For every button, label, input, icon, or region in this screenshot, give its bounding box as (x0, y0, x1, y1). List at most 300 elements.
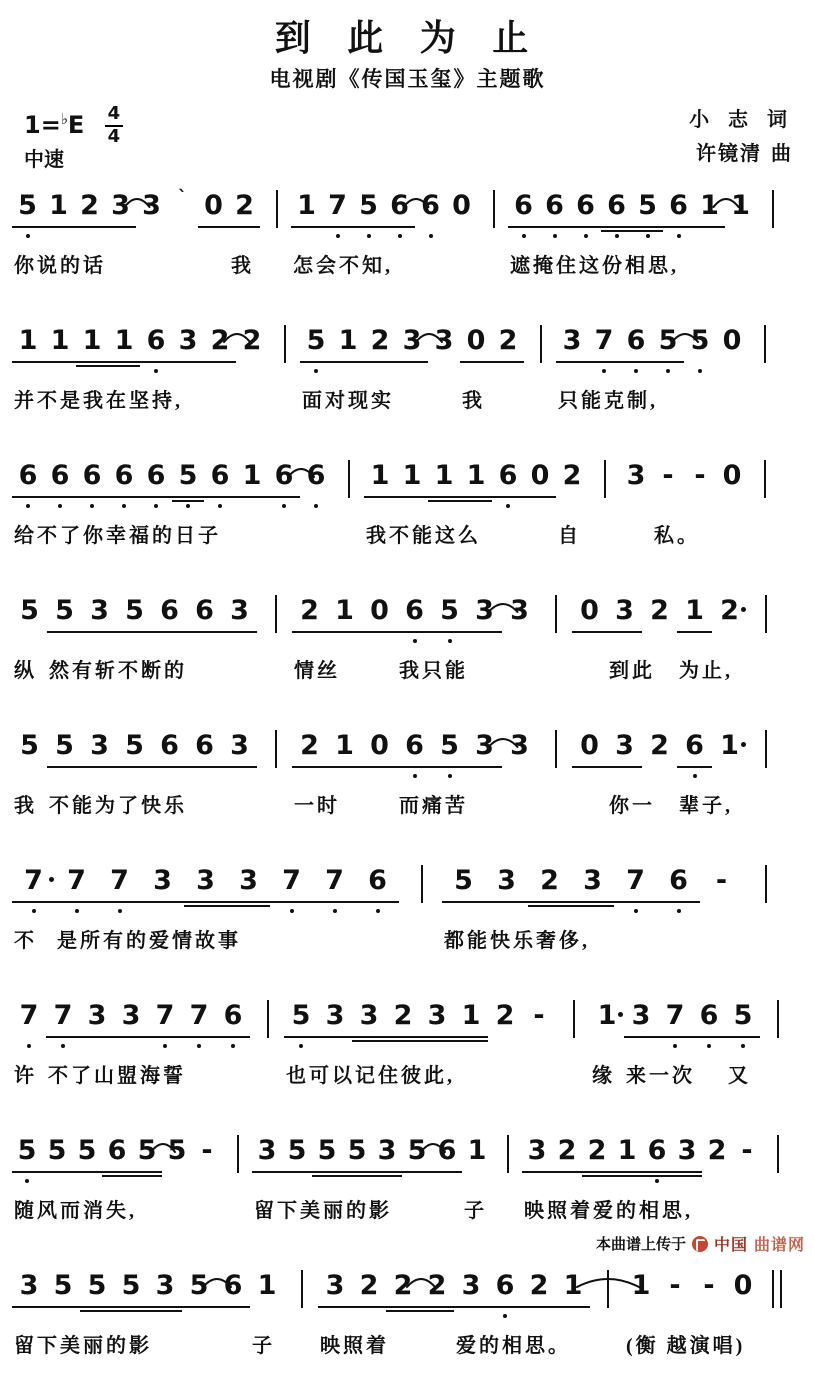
duration-underline (98, 901, 141, 903)
duration-underline (82, 631, 117, 633)
duration-underline (292, 631, 327, 633)
note-digit: 5 (442, 864, 485, 920)
duration-underline (601, 226, 632, 228)
note-digit: 7 (270, 864, 313, 920)
note-digit: 6 (300, 459, 332, 515)
duration-underline (692, 1036, 726, 1038)
lyric-row (12, 1194, 803, 1224)
low-octave-dot (163, 1044, 167, 1048)
duration-underline (80, 1310, 114, 1312)
lyric-segment: 面对现实 (302, 390, 394, 412)
duration-underline (601, 230, 632, 232)
rest-note: 0 (362, 729, 397, 785)
duration-underline (172, 496, 204, 498)
note-digit: 6 (216, 999, 250, 1055)
lyric-segment: 子 (464, 1200, 487, 1222)
lyric-segment: 而痛苦 (399, 795, 468, 817)
barline (524, 324, 556, 380)
note-digit: 3 (522, 1134, 552, 1190)
lyric-segment: 都能快乐奢侈, (444, 930, 590, 952)
low-octave-dot (231, 1044, 235, 1048)
footer-credit (596, 1232, 805, 1255)
lyricist-credit: 小 志 词 (689, 107, 793, 131)
lyric-segment: 情丝 (294, 660, 340, 682)
notation-line (12, 594, 803, 713)
barline-stroke (772, 190, 774, 228)
note-digit: 3 (172, 324, 204, 380)
note-digit: 2 (74, 189, 105, 245)
note-digit: 1 (327, 594, 362, 650)
note-digit: 5 (20, 730, 39, 761)
lyric-row (12, 654, 803, 684)
duration-underline (632, 230, 663, 232)
barline (743, 864, 786, 920)
note-digit: 5 (42, 1134, 72, 1190)
note-digit: 5 (432, 729, 467, 785)
lyric-segment: 不 (14, 930, 37, 952)
lyric-segment: 一时 (294, 795, 340, 817)
duration-underline (420, 1036, 454, 1038)
duration-underline (117, 766, 152, 768)
note-digit: 6 (488, 1269, 522, 1325)
duration-underline (652, 361, 684, 363)
note-digit: 6 (152, 729, 187, 785)
low-octave-dot (290, 909, 294, 913)
note-digit: 7 (55, 864, 98, 920)
lyric-segment: 映照着 (320, 1335, 389, 1357)
note-row (12, 324, 803, 382)
uploader-text: 本曲谱上传于 (595, 1235, 686, 1253)
barline (748, 459, 780, 515)
barline-stroke (540, 325, 542, 363)
low-octave-dot (118, 909, 122, 913)
lyric-segment: 然有斩不断的 (49, 660, 187, 682)
duration-underline (12, 496, 44, 498)
augmentation-dot (618, 1012, 623, 1017)
barline-stroke (555, 595, 557, 633)
barline (284, 1269, 318, 1325)
duration-underline (672, 1171, 702, 1173)
note-digit: 2 (386, 999, 420, 1055)
lyric-segment: 不了山盟海誓 (48, 1065, 186, 1087)
note-digit: 1 (631, 1270, 651, 1301)
duration-underline (364, 361, 396, 363)
score-lines (0, 189, 815, 1388)
lyric-row (12, 1329, 803, 1359)
note-digit: 6 (492, 459, 524, 515)
song-subtitle: 电视剧《传国玉玺》主题歌 (269, 67, 546, 91)
tempo-marking: 中速 (24, 147, 64, 171)
lyric-segment: 自 (558, 525, 581, 547)
duration-underline (318, 1306, 352, 1308)
note-row (12, 1134, 803, 1192)
duration-underline (356, 901, 399, 903)
low-octave-dot (32, 909, 36, 913)
duration-underline (571, 901, 614, 903)
lyric-segment: 是所有的爱情故事 (57, 930, 241, 952)
note-digit: 6 (12, 459, 44, 515)
note-digit: 3 (372, 1134, 402, 1190)
duration-underline (318, 1036, 352, 1038)
note-digit: 3 (607, 729, 642, 785)
note-digit: 6 (76, 459, 108, 515)
lyric-segment: 怎会不知, (293, 255, 393, 277)
duration-underline (236, 496, 268, 498)
note-digit: 5 (182, 1269, 216, 1325)
duration-underline (524, 496, 556, 498)
note-digit: 3 (396, 324, 428, 380)
duration-underline (352, 1306, 386, 1308)
note-row (12, 999, 803, 1057)
low-octave-dot (186, 504, 190, 508)
note-digit: 6 (356, 864, 399, 920)
notation-line (12, 864, 803, 983)
duration-underline (657, 901, 700, 903)
duration-underline (43, 226, 74, 228)
duration-underline (46, 1306, 80, 1308)
dash-extension: - (703, 1270, 715, 1301)
breath-tick: ` (178, 187, 187, 208)
duration-underline (528, 905, 571, 907)
note-digit: 1 (108, 324, 140, 380)
note-digit: 6 (539, 189, 570, 245)
duration-underline (312, 1175, 342, 1177)
note-digit: 2 (204, 324, 236, 380)
lyric-row (12, 519, 803, 549)
duration-underline (102, 1171, 132, 1173)
note-digit: 1 (43, 189, 74, 245)
barline-stroke (765, 865, 767, 903)
barline-stroke (301, 1270, 303, 1308)
note-digit: 2 (650, 730, 669, 761)
duration-underline (396, 361, 428, 363)
barline-stroke (276, 190, 278, 228)
note-digit: 3 (510, 595, 529, 626)
key-prefix: 1= (24, 110, 61, 139)
duration-underline (313, 901, 356, 903)
duration-underline (556, 1306, 590, 1308)
note-digit: 6 (657, 864, 700, 920)
augmentation-dot (49, 877, 54, 882)
low-octave-dot (666, 369, 670, 373)
duration-underline (492, 361, 524, 363)
barline (260, 189, 291, 245)
note-digit: 3 (141, 864, 184, 920)
barline-stroke (421, 865, 423, 903)
note-digit: 6 (216, 1269, 250, 1325)
barline (257, 729, 292, 785)
note-digit: 1 (460, 459, 492, 515)
duration-underline (492, 496, 524, 498)
low-octave-dot (314, 504, 318, 508)
notation-line (12, 324, 803, 443)
lyric-segment: 给不了你幸福的日子 (14, 525, 221, 547)
note-digit: 6 (108, 459, 140, 515)
note-digit: 6 (44, 459, 76, 515)
barline (399, 864, 442, 920)
note-digit: 3 (556, 324, 588, 380)
duration-underline (114, 1036, 148, 1038)
duration-underline (44, 361, 76, 363)
note-digit: 5 (172, 459, 204, 515)
note-digit: 5 (282, 1134, 312, 1190)
lyric-segment: 辈子, (679, 795, 733, 817)
note-digit: 6 (397, 729, 432, 785)
barline-stroke (507, 1135, 509, 1173)
barline-stroke (777, 1135, 779, 1173)
duration-underline (204, 361, 236, 363)
duration-underline (216, 1036, 250, 1038)
lyric-segment: 你说的话 (14, 255, 106, 277)
duration-underline (402, 1171, 432, 1173)
duration-underline (42, 1171, 72, 1173)
duration-underline (386, 1306, 420, 1308)
note-digit: 5 (284, 999, 318, 1055)
note-digit: 6 (432, 1134, 462, 1190)
duration-underline (332, 361, 364, 363)
low-octave-dot (154, 369, 158, 373)
barline-stroke (573, 1000, 575, 1038)
note-digit: 3 (467, 594, 502, 650)
duration-underline (632, 226, 663, 228)
duration-underline (182, 1306, 216, 1308)
barline (492, 1134, 522, 1190)
duration-underline (658, 1036, 692, 1038)
note-digit: 5 (46, 1269, 80, 1325)
barline-stroke (607, 1270, 609, 1308)
duration-underline (539, 226, 570, 228)
duration-underline (396, 496, 428, 498)
note-digit: 7 (658, 999, 692, 1055)
note-digit: 2 (420, 1269, 454, 1325)
barline (537, 594, 572, 650)
note-digit: 3 (607, 594, 642, 650)
lyric-segment: 又 (728, 1065, 751, 1087)
low-octave-dot (448, 639, 452, 643)
note-digit: 5 (47, 729, 82, 785)
duration-underline (342, 1171, 372, 1173)
note-digit: 5 (117, 729, 152, 785)
sheet-music-page (0, 10, 815, 1357)
note-digit: 1 (454, 999, 488, 1055)
low-octave-dot (741, 1044, 745, 1048)
lyric-segment: 缘 (592, 1065, 615, 1087)
duration-underline (726, 1036, 760, 1038)
note-digit: 6 (677, 729, 712, 785)
duration-underline (460, 500, 492, 502)
rest-note: 0 (722, 460, 742, 491)
note-digit: 6 (601, 189, 632, 245)
note-digit: 5 (342, 1134, 372, 1190)
low-octave-dot (75, 909, 79, 913)
low-octave-dot (27, 1044, 31, 1048)
barline (250, 999, 284, 1055)
barline-stroke (555, 730, 557, 768)
duration-underline (268, 496, 300, 498)
duration-underline (552, 1171, 582, 1173)
final-barline (760, 1269, 794, 1325)
duration-underline (612, 1171, 642, 1173)
lyric-segment: 我 (14, 795, 37, 817)
low-octave-dot (646, 234, 650, 238)
duration-underline (556, 361, 588, 363)
duration-underline (108, 361, 140, 363)
note-digit: 5 (72, 1134, 102, 1190)
note-digit: 2 (229, 189, 260, 245)
note-digit: 3 (12, 1269, 46, 1325)
note-digit: 6 (642, 1134, 672, 1190)
lyric-segment: 映照着爱的相思, (524, 1200, 693, 1222)
duration-underline (528, 901, 571, 903)
rest-note: 0 (460, 324, 492, 380)
note-digit: 2 (522, 1269, 556, 1325)
duration-underline (148, 1306, 182, 1308)
barline-stroke (780, 1270, 782, 1308)
note-digit: 3 (626, 460, 646, 491)
lyric-segment: 爱的相思。 (456, 1335, 571, 1357)
barline-stroke (284, 325, 286, 363)
duration-underline (454, 1040, 488, 1042)
lyric-row (12, 789, 803, 819)
note-digit: 3 (485, 864, 528, 920)
rest-note: 0 (733, 1270, 753, 1301)
duration-underline (642, 1171, 672, 1173)
note-digit: 7 (588, 324, 620, 380)
duration-underline (522, 1306, 556, 1308)
note-digit: 1 (12, 324, 44, 380)
note-digit: 3 (672, 1134, 702, 1190)
note-digit: 3 (82, 594, 117, 650)
note-row (12, 189, 803, 247)
lyric-segment: 我不能这么 (366, 525, 481, 547)
note-digit: 5 (300, 324, 332, 380)
rest-note: 0 (722, 325, 742, 356)
barline-stroke (764, 325, 766, 363)
low-octave-dot (413, 639, 417, 643)
duration-underline (114, 1310, 148, 1312)
duration-underline (82, 766, 117, 768)
duration-underline (607, 766, 642, 768)
key-letter: E (67, 110, 85, 139)
duration-underline (342, 1175, 372, 1177)
note-digit: 1 (76, 324, 108, 380)
note-digit: 1 (556, 1269, 590, 1325)
duration-underline (152, 766, 187, 768)
barline (747, 594, 782, 650)
barline (222, 1134, 252, 1190)
augmentation-dot (741, 742, 746, 747)
note-digit: 2 (292, 729, 327, 785)
duration-underline (432, 1171, 462, 1173)
duration-underline (386, 1310, 420, 1312)
rest-note: 0 (198, 189, 229, 245)
note-digit: 3 (352, 999, 386, 1055)
dash-extension: - (201, 1135, 213, 1166)
duration-underline (227, 901, 270, 903)
duration-underline (12, 1306, 46, 1308)
duration-underline (432, 766, 467, 768)
note-digit: 2 (242, 325, 262, 356)
lyric-segment: 许 (14, 1065, 37, 1087)
barline (556, 999, 590, 1055)
note-digit: 2 (552, 1134, 582, 1190)
note-digit: 3 (142, 190, 161, 221)
note-row (12, 594, 803, 652)
lyric-segment: 子 (252, 1335, 275, 1357)
lyric-segment: 留下美丽的影 (14, 1335, 152, 1357)
duration-underline (386, 1040, 420, 1042)
note-digit: 3 (318, 999, 352, 1055)
duration-underline (642, 1175, 672, 1177)
low-octave-dot (398, 234, 402, 238)
note-digit: 1 (44, 324, 76, 380)
note-digit: 7 (322, 189, 353, 245)
duration-underline (80, 1036, 114, 1038)
duration-underline (454, 1306, 488, 1308)
low-octave-dot (707, 1044, 711, 1048)
note-digit: 2 (364, 324, 396, 380)
barline (332, 459, 364, 515)
note-digit: 1 (467, 1135, 487, 1166)
low-octave-dot (25, 1179, 29, 1183)
duration-underline (485, 901, 528, 903)
note-digit: 5 (80, 1269, 114, 1325)
duration-underline (141, 901, 184, 903)
low-octave-dot (673, 1044, 677, 1048)
duration-underline (353, 226, 384, 228)
note-digit: 1 (327, 729, 362, 785)
note-digit: 2 (528, 864, 571, 920)
note-digit: 5 (402, 1134, 432, 1190)
low-octave-dot (553, 234, 557, 238)
note-digit: 2 (492, 324, 524, 380)
note-digit: 3 (105, 189, 136, 245)
note-row (12, 1269, 803, 1327)
lyric-segment: 我只能 (399, 660, 468, 682)
notation-line (12, 1269, 803, 1388)
duration-underline (76, 361, 108, 363)
duration-underline (522, 1171, 552, 1173)
notation-line (12, 729, 803, 848)
low-octave-dot (602, 369, 606, 373)
low-octave-dot (61, 1044, 65, 1048)
dash-extension: - (694, 460, 706, 491)
note-digit: 5 (47, 594, 82, 650)
barline-stroke (772, 1270, 774, 1308)
note-digit: 5 (117, 594, 152, 650)
lyric-segment: 不能为了快乐 (49, 795, 187, 817)
lyric-row (12, 1059, 803, 1089)
duration-underline (108, 496, 140, 498)
duration-underline (364, 496, 396, 498)
low-octave-dot (615, 234, 619, 238)
duration-underline (582, 1175, 612, 1177)
duration-underline (467, 766, 502, 768)
note-digit: 6 (508, 189, 539, 245)
note-digit: 2 (582, 1134, 612, 1190)
duration-underline (282, 1171, 312, 1173)
dash-extension: - (741, 1135, 753, 1166)
barline-stroke (765, 730, 767, 768)
lyric-segment: 我 (231, 255, 254, 277)
duration-underline (300, 361, 332, 363)
time-signature (105, 105, 124, 147)
note-digit: 6 (692, 999, 726, 1055)
lyric-segment: 来一次 (626, 1065, 695, 1087)
low-octave-dot (336, 234, 340, 238)
lyric-segment: 为止, (679, 660, 733, 682)
note-digit: 5 (312, 1134, 342, 1190)
